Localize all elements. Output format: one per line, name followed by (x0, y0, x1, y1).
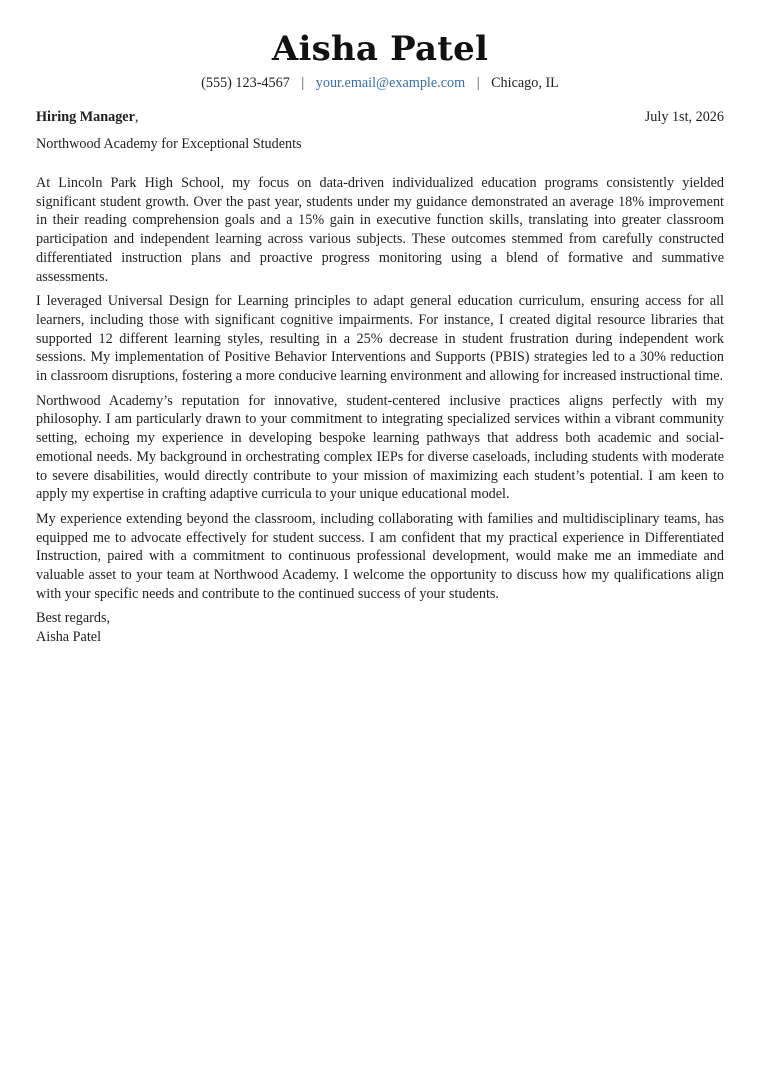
location: Chicago, IL (491, 75, 559, 91)
signoff (36, 609, 724, 647)
recipient-name: Hiring Manager (36, 109, 135, 125)
body-paragraph: My experience extending beyond the classroom, including collaborating with families and multidisciplinary teams, has equipped me to advocate effectively for student success. I am confident that my practical experience in Differentiated Instruction, paired with a commitment to continuous professional development, would make me an immediate and valuable asset to your team at Northwood Academy. I welcome the opportunity to discuss how my qualifications align with your specific needs and contribute to the continued success of your students. (36, 510, 724, 602)
closing-phrase: Best regards, (36, 610, 111, 627)
recipient-line (36, 108, 138, 126)
contact-separator: | (476, 75, 480, 91)
letter-date: July 1st, 2026 (644, 109, 724, 125)
contact-separator: | (301, 75, 305, 91)
contact-line (36, 74, 724, 92)
phone-number: (555) 123-4567 (201, 75, 290, 91)
body-paragraph: I leveraged Universal Design for Learning principles to adapt general education curriculum, ensuring access for all learners, including those with significant cognitive impairments. For instance, I created digital resource libraries that supported 12 different learning styles, resulting in a 25% decrease in student frustration during independent work sessions. My implementation of Positive Behavior Interventions and Supports (PBIS) strategies led to a 30% reduction in classroom disruptions, fostering a more conducive learning environment and allowing for increased instructional time. (36, 293, 724, 385)
body-paragraph: Northwood Academy’s reputation for innovative, student-centered inclusive practices aligns perfectly with my philosophy. I am particularly drawn to your commitment to integrating specialized services within a vibrant community setting, echoing my experience in developing bespoke learning pathways that address both academic and social-emotional needs. My background in orchestrating complex IEPs for diverse caseloads, including students with moderate to severe disabilities, would directly contribute to your mission of maximizing each student’s potential. I am keen to apply my expertise in crafting adaptive curricula to your unique educational model. (36, 392, 724, 503)
body-paragraph: At Lincoln Park High School, my focus on data-driven individualized education programs consistently yielded significant student growth. Over the past year, students under my guidance demonstrated an average 18% improvement in their reading comprehension goals and a 15% gain in executive function skills, translating into greater classroom participation and independent learning across various subjects. These outcomes stemmed from carefully constructed differentiated instruction plans and proactive progress monitoring using a blend of formative and summative assessments. (36, 175, 724, 285)
organization-name: Northwood Academy for Exceptional Students (36, 136, 302, 152)
recipient-punctuation: , (134, 109, 139, 125)
recipient-date-row (36, 108, 724, 126)
email-link[interactable]: your.email@example.com (315, 75, 466, 91)
applicant-name: Aisha Patel (271, 29, 489, 69)
letter-body (36, 174, 724, 603)
signature-name: Aisha Patel (36, 629, 102, 646)
